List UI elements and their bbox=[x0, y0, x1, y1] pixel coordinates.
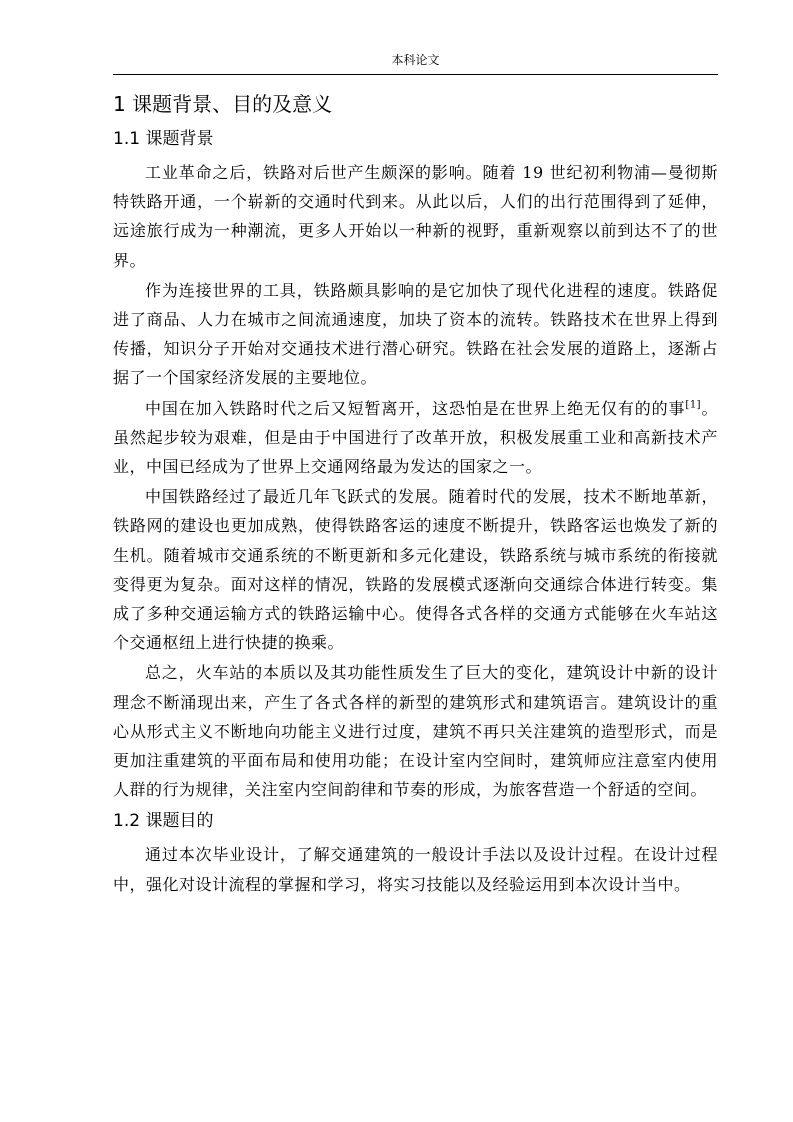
paragraph-3-part-1: 中国在加入铁路时代之后又短暂离开，这恐怕是在世界上绝无仅有的的事 bbox=[145, 398, 686, 418]
section-1-heading: 1 课题背景、目的及意义 bbox=[113, 92, 333, 116]
paragraph-5: 总之，火车站的本质以及其功能性质发生了巨大的变化，建筑设计中新的设计理念不断涌现出来，产生了各式各样的新型的建筑形式和建筑语言。建筑设计的重心从形式主义不断地向功能主义进行过度，建筑不再只关注建筑的造型形式，而是更加注重建筑的平面布局和使用功能；在设计室内空间时，建筑师应注意室内使用人群的行为规律，关注室内空间韵律和节奏的形成，为旅客营造一个舒适的空间。 bbox=[113, 663, 718, 800]
paragraph-3-part-2: 。虽然起步较为艰难，但是由于中国进行了改革开放，积极发展重工业和高新技术产业，中国已经成为了世界上交通网络最为发达的国家之一。 bbox=[113, 398, 718, 477]
page-header bbox=[113, 52, 718, 75]
document-body bbox=[113, 90, 718, 900]
section-1-1-heading: 1.1 课题背景 bbox=[113, 129, 214, 149]
section-1-2-heading: 1.2 课题目的 bbox=[113, 811, 214, 832]
header-title: 本科论文 bbox=[391, 53, 440, 67]
paragraph-1: 工业革命之后，铁路对后世产生颇深的影响。随着 19 世纪初利物浦—曼彻斯特铁路开通，一个崭新的交通时代到来。从此以后，人们的出行范围得到了延伸，远途旅行成为一种潮流，更多人开始以一种新的视野，重新观察以前到达不了的世界。 bbox=[113, 163, 718, 270]
paragraph-2: 作为连接世界的工具，铁路颇具影响的是它加快了现代化进程的速度。铁路促进了商品、人力在城市之间流通速度，加块了资本的流转。铁路技术在世界上得到传播，知识分子开始对交通技术进行潜心研究。铁路在社会发展的道路上，逐渐占据了一个国家经济发展的主要地位。 bbox=[113, 280, 718, 388]
paragraph-4: 中国铁路经过了最近几年飞跃式的发展。随着时代的发展，技术不断地革新，铁路网的建设也更加成熟，使得铁路客运的速度不断提升，铁路客运也焕发了新的生机。随着城市交通系统的不断更新和多元化建设，铁路系统与城市系统的衔接就变得更为复杂。面对这样的情况，铁路的发展模式逐渐向交通综合体进行转变。集成了多种交通运输方式的铁路运输中心。使得各式各样的交通方式能够在火车站这个交通枢纽上进行快捷的换乘。 bbox=[113, 487, 718, 653]
citation-1: [1] bbox=[685, 399, 702, 411]
paragraph-3 bbox=[113, 394, 718, 482]
paragraph-6: 通过本次毕业设计，了解交通建筑的一般设计手法以及设计过程。在设计过程中，强化对设计流程的掌握和学习，将实习技能以及经验运用到本次设计当中。 bbox=[113, 845, 718, 894]
